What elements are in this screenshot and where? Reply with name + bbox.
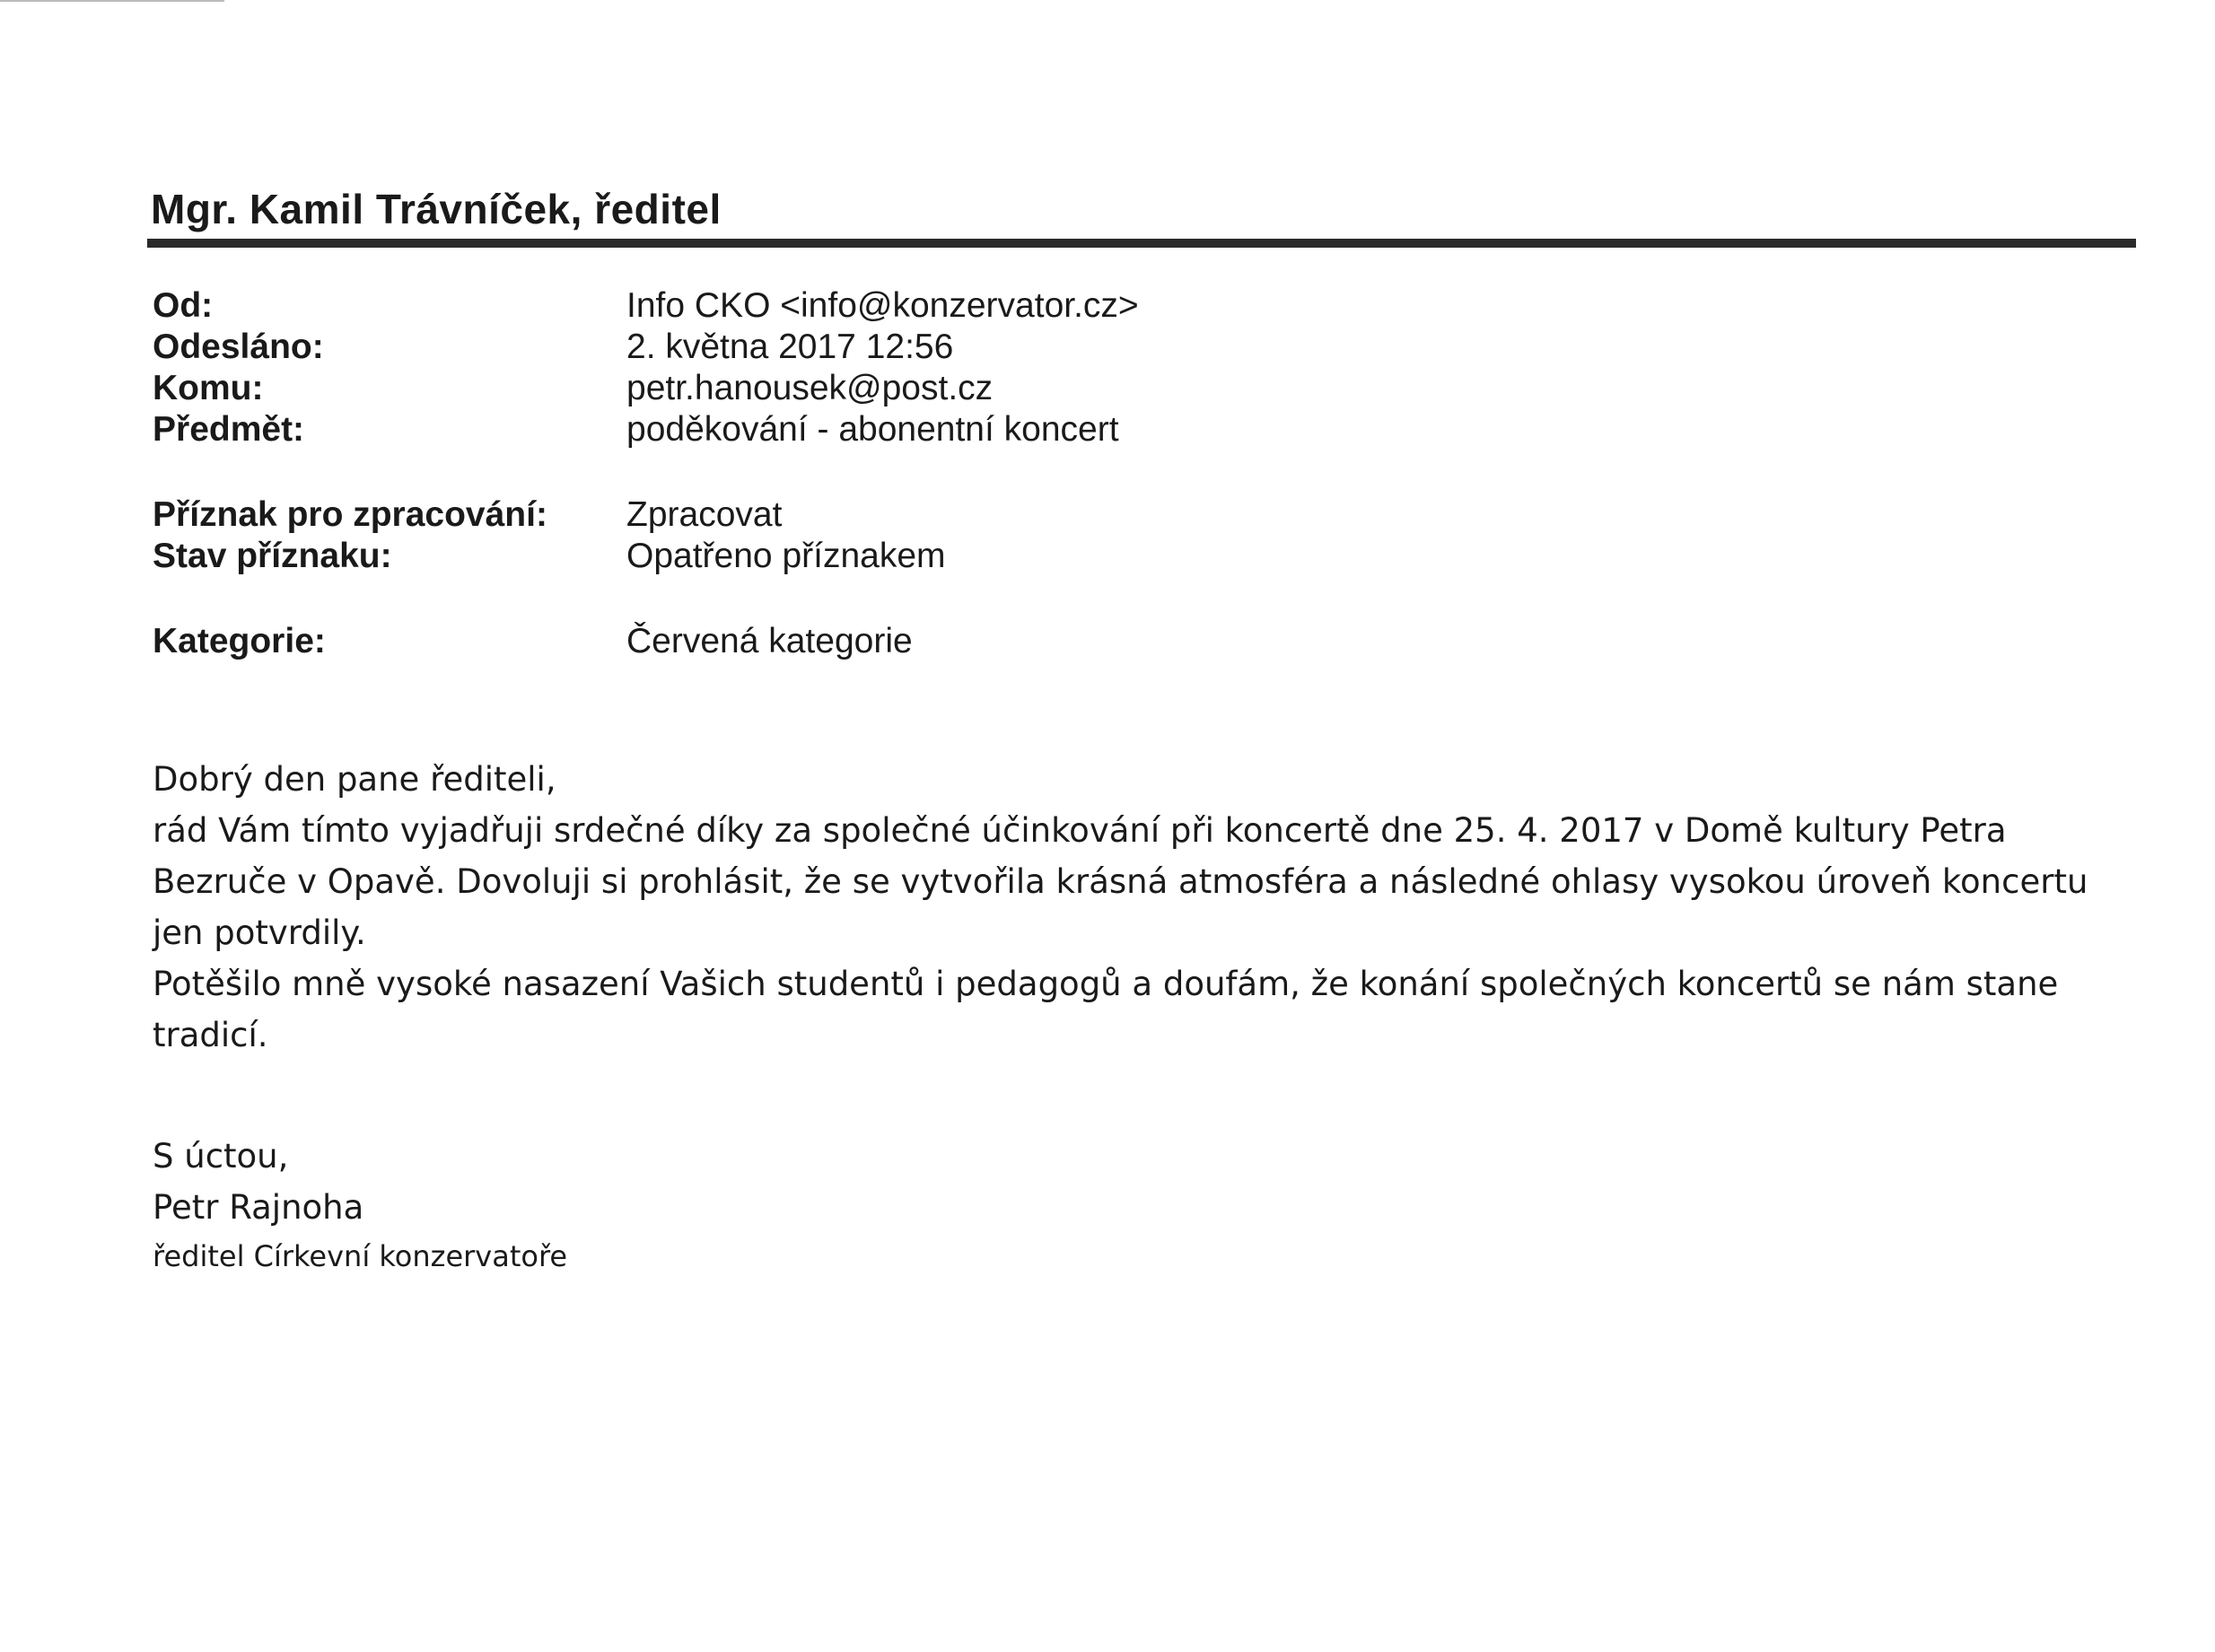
body-line: tradicí. [153,1016,268,1054]
subject-label: Předmět: [153,410,305,449]
top-edge-line [0,0,224,2]
sent-label: Odesláno: [153,328,324,366]
body-greeting: Dobrý den pane řediteli, [153,760,556,799]
body-line: Potěšilo mně vysoké nasazení Vašich studentů i pedagogů a doufám, že konání společných koncertů se nám stane [153,965,2059,1003]
flag-status-label: Stav příznaku: [153,537,392,575]
to-value: petr.hanousek@post.cz [626,369,994,407]
recipient-header-name: Mgr. Kamil Trávníček, ředitel [151,186,722,232]
subject-value: poděkování - abonentní koncert [626,410,1119,449]
category-value: Červená kategorie [626,622,913,660]
category-label: Kategorie: [153,622,326,660]
body-line: rád Vám tímto vyjadřuji srdečné díky za společné účinkování při koncertě dne 25. 4. 2017 v Domě kultury Petra [153,811,2007,850]
to-label: Komu: [153,369,264,407]
flag-value: Zpracovat [626,495,783,534]
flag-status-value: Opatřeno příznakem [626,537,946,575]
signature-title: ředitel Církevní konzervatoře [153,1239,568,1273]
header-divider [147,239,2136,248]
from-label: Od: [153,286,214,325]
signature-closing: S úctou, [153,1137,289,1176]
body-line: Bezruče v Opavě. Dovoluji si prohlásit, že se vytvořila krásná atmosféra a následné ohlasy vysokou úroveň koncertu [153,862,2088,901]
message-body [153,754,2127,1061]
signature-name: Petr Rajnoha [153,1188,364,1227]
from-value: Info CKO <info@konzervator.cz> [626,286,1139,325]
body-line: jen potvrdily. [153,913,366,952]
flag-label: Příznak pro zpracování: [153,495,547,534]
sent-value: 2. května 2017 12:56 [626,328,954,366]
